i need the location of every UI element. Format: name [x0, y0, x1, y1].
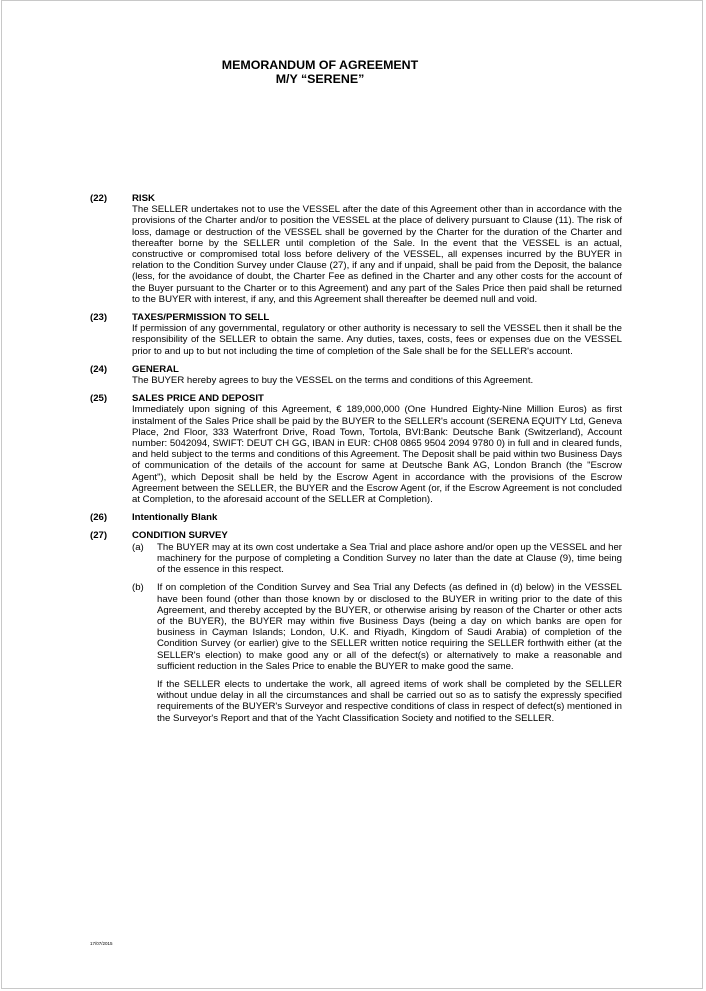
- clause-number: (24): [90, 363, 108, 375]
- clause-23: [90, 312, 622, 357]
- clause-number: (26): [90, 512, 108, 524]
- clause-heading: CONDITION SURVEY: [132, 530, 228, 542]
- clause-heading: GENERAL: [132, 363, 179, 375]
- clause-25: [90, 393, 622, 505]
- clause-heading: Intentionally Blank: [132, 512, 218, 524]
- clause-heading: RISK: [132, 193, 155, 204]
- document-page: [1, 0, 703, 989]
- subclause-b-paragraph-2: If the SELLER elects to undertake the work, all agreed items of work shall be completed by the SELLER without undue delay in all the circumstances and shall be carried out so as to satisfy the expressly specified requirements of the BUYER's Surveyor and respective conditions of class in respect of defect(s) mentioned in the Surveyor's Report and that of the Yacht Classification Society and notified to the SELLER.: [157, 678, 622, 724]
- subclause-b: [132, 582, 622, 672]
- clause-number: (23): [90, 312, 108, 324]
- clauses-list: [90, 193, 622, 731]
- subclause-text: If on completion of the Condition Survey and Sea Trial any Defects (as defined in (d) below) in the VESSEL have been found (other than those known by or disclosed to the BUYER in writing prior to the date of this Agreement, and thereby accepted by the BUYER, or otherwise arising by reason of the Charter or other acts of the BUYER), the BUYER may within five Business Days (being a day on which banks are open for business in Cayman Islands; London, U.K. and Riyadh, Kingdom of Saudi Arabia) of completion of the Condition Survey (or earlier) give to the SELLER written notice requiring the SELLER forthwith either (at the SELLER's election) to make good any or all of the defect(s) or alternatively to make a reasonable and sufficient reduction in the Sales Price to enable the BUYER to make good the same.: [157, 582, 622, 672]
- clause-number: (25): [90, 393, 108, 405]
- subclause-label: (a): [132, 541, 144, 553]
- clause-26: [90, 512, 622, 523]
- document-title: [132, 58, 508, 86]
- subclause-a: [132, 542, 622, 576]
- title-line-1: MEMORANDUM OF AGREEMENT: [221, 58, 419, 72]
- clause-27: [90, 530, 622, 723]
- clause-24: [90, 364, 622, 386]
- clause-number: (22): [90, 193, 108, 204]
- clause-heading: TAXES/PERMISSION TO SELL: [132, 312, 270, 324]
- clause-text: If permission of any governmental, regulatory or other authority is necessary to sell the VESSEL then it shall be the responsibility of the SELLER to obtain the same. Any duties, taxes, costs, fees or expenses due on the VESSEL prior to and up to but not including the time of completion of the Sale shall be for the SELLER's account.: [132, 323, 622, 357]
- clause-22: [90, 193, 622, 305]
- clause-text: The BUYER hereby agrees to buy the VESSEL on the terms and conditions of this Agreement.: [132, 375, 534, 387]
- subclause-label: (b): [132, 582, 144, 594]
- clause-text: The SELLER undertakes not to use the VESSEL after the date of this Agreement other than in accordance with the provisions of the Charter and/or to position the VESSEL at the place of delivery pursuant to Clause (11). The risk of loss, damage or destruction of the VESSEL shall be governed by the Charter for the duration of the Charter and thereafter borne by the SELLER until completion of the Sale. In the event that the VESSEL is an actual, constructive or compromised total loss before delivery of the VESSEL, all expenses incurred by the BUYER in relation to the Condition Survey under Clause (27), if any and if unpaid, shall be paid from the Deposit, the balance (less, for the avoidance of doubt, the Charter Fee as defined in the Charter and any other costs for the account of the Buyer pursuant to the Charter or to this Agreement) and any part of the Sales Price then paid shall be returned to the BUYER with interest, if any, and this Agreement shall thereafter be deemed null and void.: [132, 204, 622, 305]
- clause-heading: SALES PRICE AND DEPOSIT: [132, 393, 264, 405]
- footer-code: 17/07/2015: [90, 941, 113, 946]
- clause-text: Immediately upon signing of this Agreement, € 189,000,000 (One Hundred Eighty-Nine Million Euros) as first instalment of the Sales Price shall be paid by the BUYER to the SELLER's account (SERENA EQUITY Ltd, Geneva Place, 2nd Floor, 333 Waterfront Drive, Road Town, Tortola, BVI:Bank: Deutsche Bank (Switzerland), Account number: 5042094, SWIFT: DEUT CH GG, IBAN in EUR: CH08 0865 9504 2094 9780 0) in full and in cleared funds, and held subject to the terms and conditions of this Agreement. The Deposit shall be paid within two Business Days of communication of the details of the account for same at Deutsche Bank AG, London Branch (the "Escrow Agent"), which Deposit shall be held by the Escrow Agent in accordance with the provisions of the Escrow Agreement between the SELLER, the BUYER and the Escrow Agent (or, if the Escrow Agreement is not concluded at Completion, to the aforesaid account of the SELLER at Completion).: [132, 404, 622, 506]
- subclause-text: The BUYER may at its own cost undertake a Sea Trial and place ashore and/or open up the VESSEL and her machinery for the purpose of completing a Condition Survey no later than the date at Clause (9), time being of the essence in this respect.: [157, 541, 622, 576]
- title-line-2: M/Y “SERENE”: [275, 72, 365, 86]
- clause-number: (27): [90, 530, 108, 542]
